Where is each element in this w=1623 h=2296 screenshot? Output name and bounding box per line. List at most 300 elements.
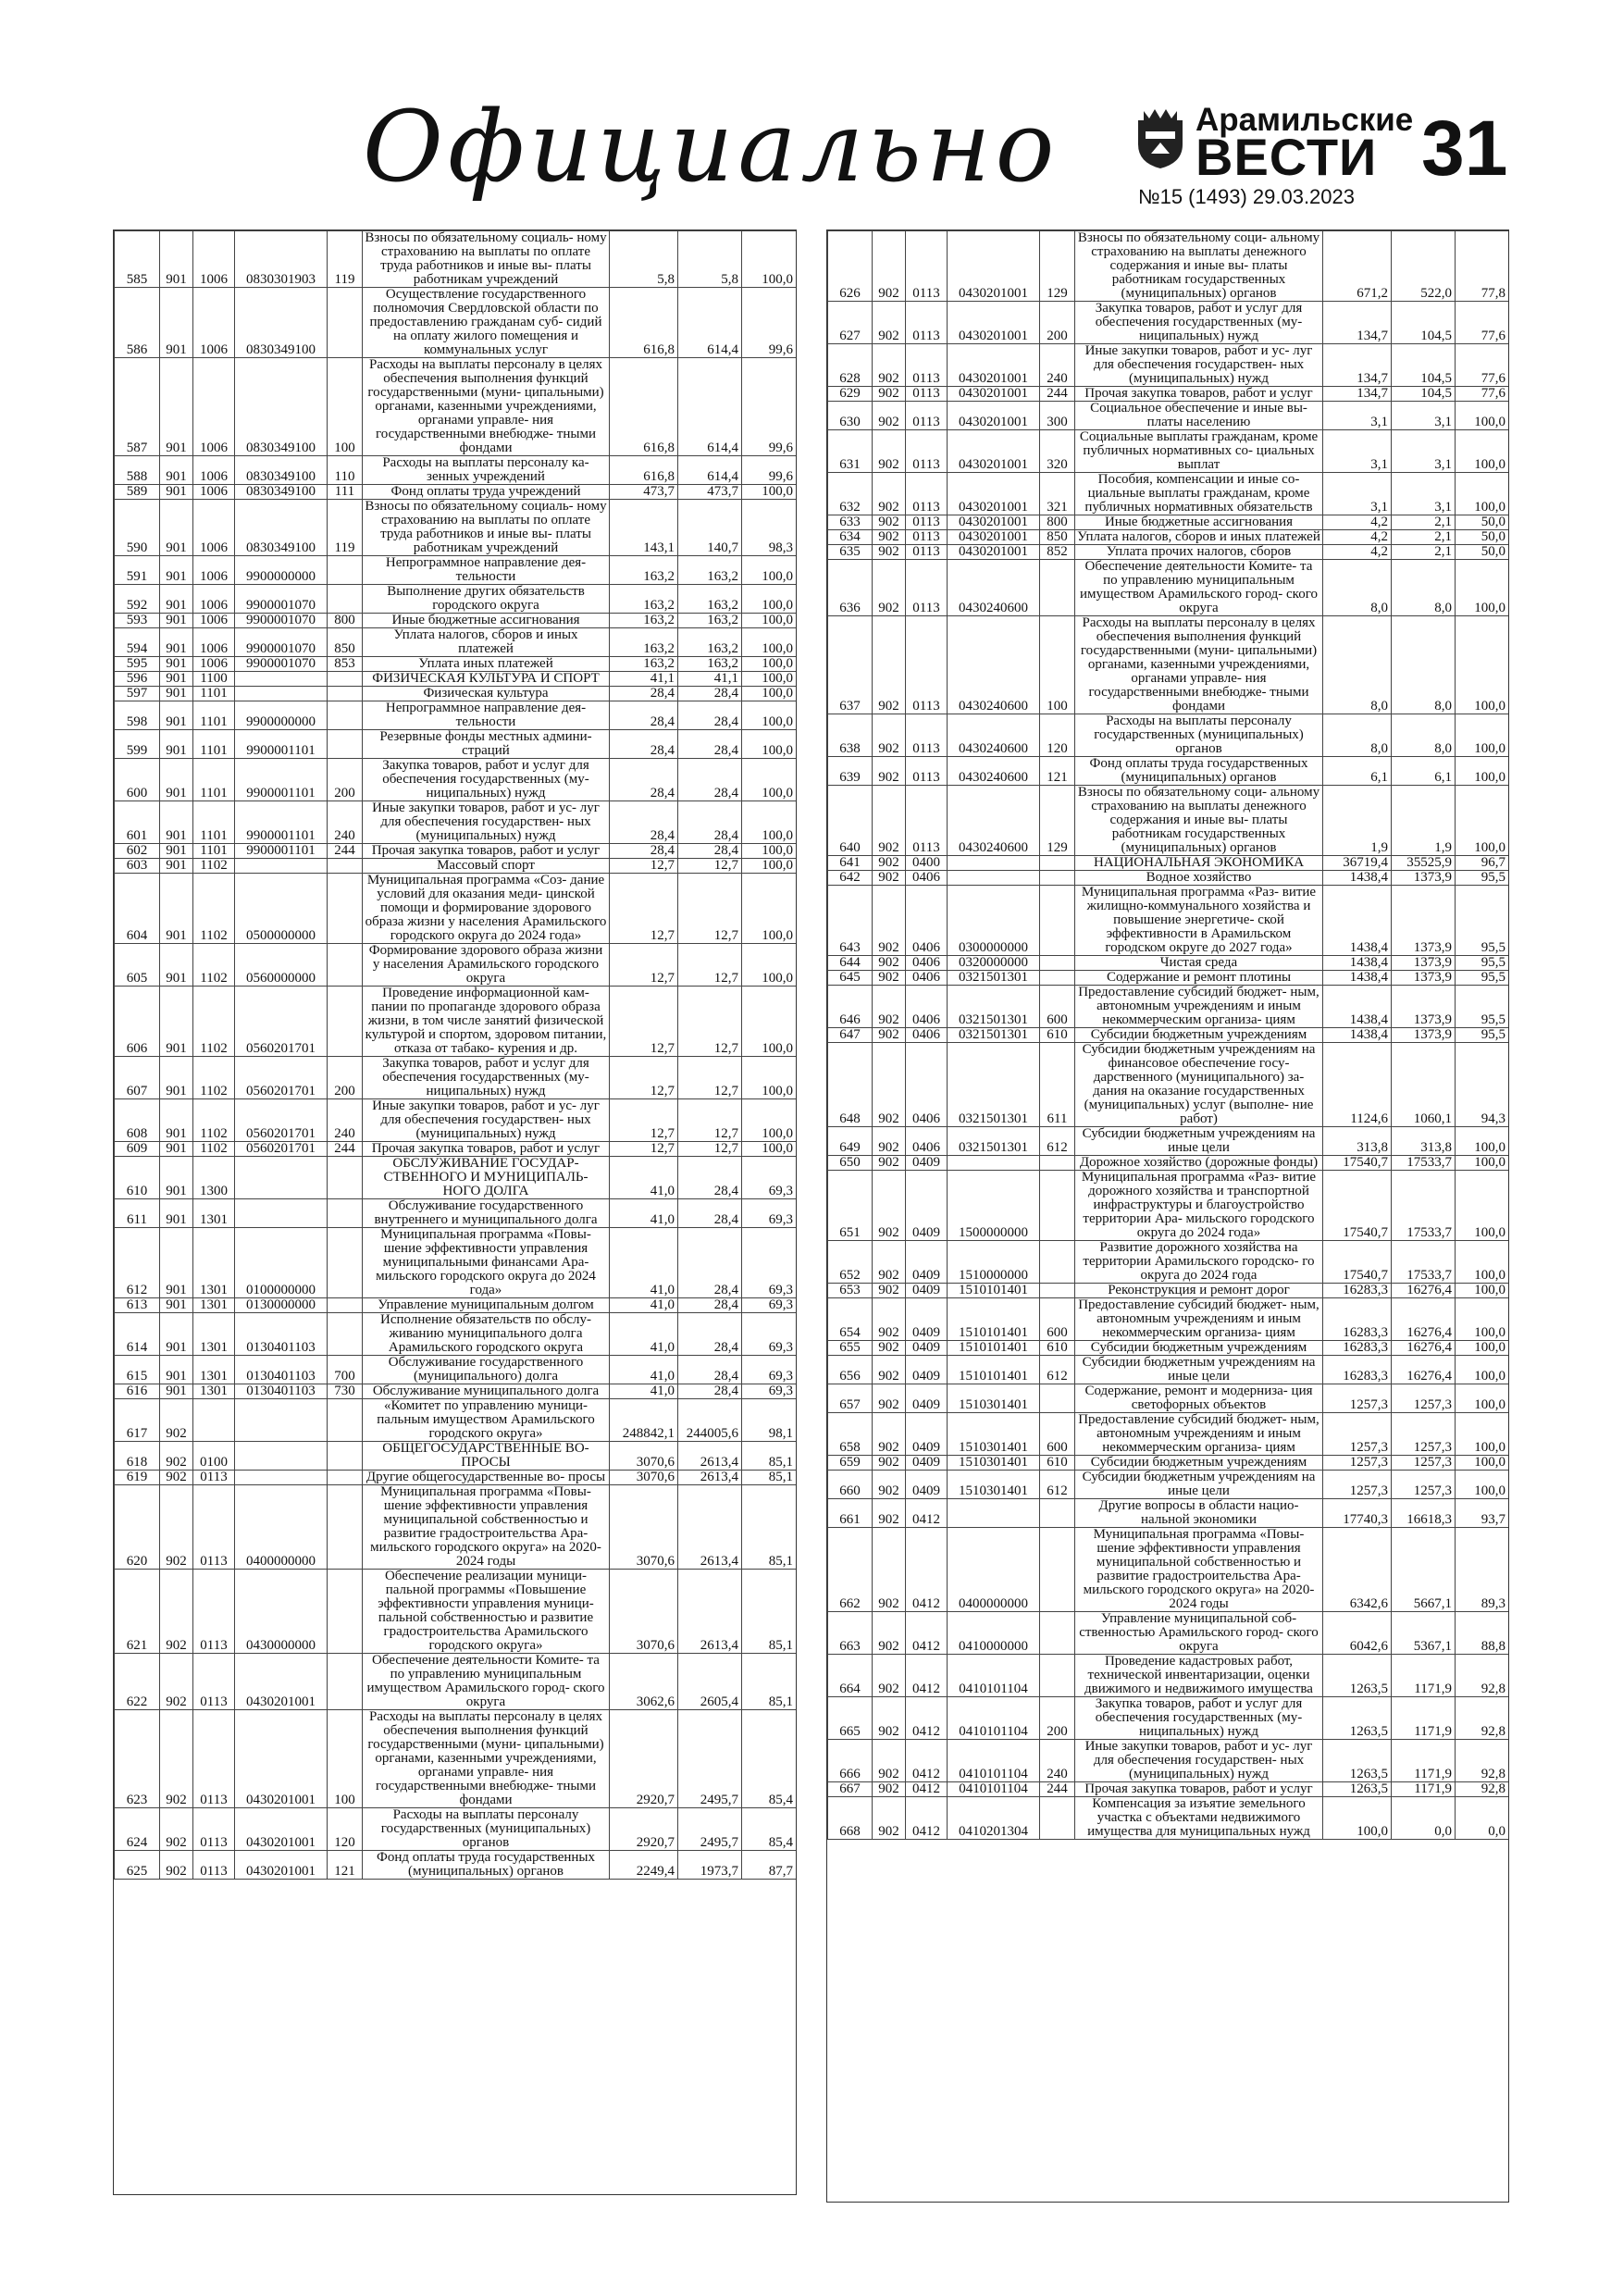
admin-code: 902 <box>873 1156 906 1171</box>
target-code: 0130401103 <box>235 1356 328 1384</box>
admin-code: 902 <box>873 1284 906 1298</box>
percent-executed: 99,6 <box>742 456 797 485</box>
admin-code: 902 <box>160 1808 193 1851</box>
executed-amount: 12,7 <box>678 1057 742 1099</box>
target-code <box>235 672 328 687</box>
section-code: 0113 <box>193 1654 235 1710</box>
section-code: 0409 <box>906 1156 948 1171</box>
table-row <box>115 556 797 585</box>
percent-executed: 100,0 <box>1456 430 1509 473</box>
table-row <box>828 515 1509 530</box>
admin-code: 901 <box>160 1356 193 1384</box>
target-code <box>235 687 328 701</box>
expense-type <box>1040 886 1075 956</box>
expense-type: 200 <box>1040 1697 1075 1740</box>
section-code: 0406 <box>906 1028 948 1043</box>
expense-type: 120 <box>1040 714 1075 757</box>
target-code: 9900000000 <box>235 556 328 585</box>
section-code: 0113 <box>906 757 948 786</box>
admin-code: 902 <box>873 786 906 856</box>
percent-executed: 98,3 <box>742 500 797 556</box>
percent-executed: 100,0 <box>742 672 797 687</box>
percent-executed: 85,4 <box>742 1710 797 1808</box>
expense-type <box>328 1485 363 1570</box>
admin-code: 902 <box>873 1697 906 1740</box>
percent-executed: 92,8 <box>1456 1697 1509 1740</box>
section-code: 1006 <box>193 358 235 456</box>
item-name: Расходы на выплаты персоналу государственных (муниципальных) органов <box>1075 714 1323 757</box>
item-name: Взносы по обязательному социаль- ному страхованию на выплаты по оплате труда работников и иные вы- платы работникам учреждений <box>363 231 610 288</box>
expense-type <box>328 672 363 687</box>
row-number: 642 <box>828 871 873 886</box>
row-number: 662 <box>828 1528 873 1612</box>
page-number: 31 <box>1421 105 1508 192</box>
executed-amount: 0,0 <box>1392 1797 1456 1840</box>
percent-executed: 85,1 <box>742 1471 797 1485</box>
admin-code: 901 <box>160 672 193 687</box>
target-code: 1500000000 <box>948 1171 1040 1241</box>
item-name: Муниципальная программа «Раз- витие жилищно-коммунального хозяйства и повышение энергетиче- ской эффективности в Арамильском городском округе до 2027 года» <box>1075 886 1323 956</box>
expense-type: 600 <box>1040 986 1075 1028</box>
row-number: 656 <box>828 1356 873 1384</box>
admin-code: 901 <box>160 874 193 944</box>
planned-amount: 41,0 <box>610 1298 678 1313</box>
item-name: Управление муниципальным долгом <box>363 1298 610 1313</box>
expense-type: 321 <box>1040 473 1075 515</box>
admin-code: 902 <box>873 430 906 473</box>
expense-type: 121 <box>1040 757 1075 786</box>
item-name: Субсидии бюджетным учреждениям на иные цели <box>1075 1127 1323 1156</box>
section-code: 0412 <box>906 1782 948 1797</box>
table-row <box>115 859 797 874</box>
percent-executed: 100,0 <box>742 687 797 701</box>
row-number: 640 <box>828 786 873 856</box>
executed-amount: 5,8 <box>678 231 742 288</box>
executed-amount: 17533,7 <box>1392 1241 1456 1284</box>
target-code <box>235 859 328 874</box>
planned-amount: 28,4 <box>610 844 678 859</box>
planned-amount: 41,1 <box>610 672 678 687</box>
row-number: 637 <box>828 616 873 714</box>
expense-type <box>1040 856 1075 871</box>
target-code <box>235 1199 328 1228</box>
admin-code: 902 <box>873 886 906 956</box>
planned-amount: 100,0 <box>1323 1797 1392 1840</box>
planned-amount: 4,2 <box>1323 545 1392 560</box>
executed-amount: 614,4 <box>678 456 742 485</box>
percent-executed: 95,5 <box>1456 1028 1509 1043</box>
expense-type: 240 <box>328 801 363 844</box>
planned-amount: 163,2 <box>610 556 678 585</box>
target-code: 9900000000 <box>235 701 328 730</box>
executed-amount: 104,5 <box>1392 302 1456 344</box>
item-name: Расходы на выплаты персоналу государственных (муниципальных) органов <box>363 1808 610 1851</box>
executed-amount: 17533,7 <box>1392 1156 1456 1171</box>
section-code: 0412 <box>906 1697 948 1740</box>
target-code: 0430201001 <box>948 387 1040 402</box>
expense-type: 244 <box>328 844 363 859</box>
executed-amount: 313,8 <box>1392 1127 1456 1156</box>
expense-type <box>328 1298 363 1313</box>
table-row <box>828 1456 1509 1471</box>
admin-code: 901 <box>160 801 193 844</box>
row-number: 646 <box>828 986 873 1028</box>
percent-executed: 100,0 <box>1456 1413 1509 1456</box>
coat-of-arms-icon <box>1134 107 1186 170</box>
section-code: 0113 <box>906 714 948 757</box>
item-name: Резервные фонды местных админи- страций <box>363 730 610 759</box>
executed-amount: 12,7 <box>678 1099 742 1142</box>
target-code: 1510000000 <box>948 1241 1040 1284</box>
percent-executed: 100,0 <box>1456 1284 1509 1298</box>
expense-type <box>328 1570 363 1654</box>
percent-executed: 69,3 <box>742 1157 797 1199</box>
table-row <box>828 1655 1509 1697</box>
target-code: 0830349100 <box>235 456 328 485</box>
executed-amount: 28,4 <box>678 1199 742 1228</box>
section-code: 0406 <box>906 1127 948 1156</box>
expense-type <box>328 1471 363 1485</box>
planned-amount: 17540,7 <box>1323 1171 1392 1241</box>
table-row <box>115 1057 797 1099</box>
target-code <box>235 1471 328 1485</box>
item-name: Муниципальная программа «Раз- витие дорожного хозяйства и транспортной инфраструктуры и благоустройство территории Ара- мильского городского округа до 2024 года» <box>1075 1171 1323 1241</box>
percent-executed: 93,7 <box>1456 1499 1509 1528</box>
executed-amount: 28,4 <box>678 844 742 859</box>
target-code: 0430240600 <box>948 714 1040 757</box>
admin-code: 902 <box>160 1442 193 1471</box>
table-row <box>828 757 1509 786</box>
section-code: 1102 <box>193 1099 235 1142</box>
table-row <box>115 628 797 657</box>
item-name: Закупка товаров, работ и услуг для обеспечения государственных (му- ниципальных) нужд <box>363 1057 610 1099</box>
percent-executed: 92,8 <box>1456 1740 1509 1782</box>
percent-executed: 88,8 <box>1456 1612 1509 1655</box>
section-code: 0113 <box>906 344 948 387</box>
table-row <box>115 1099 797 1142</box>
row-number: 614 <box>115 1313 160 1356</box>
item-name: Иные закупки товаров, работ и ус- луг для обеспечения государствен- ных (муниципальных) нужд <box>363 1099 610 1142</box>
item-name: Прочая закупка товаров, работ и услуг <box>1075 1782 1323 1797</box>
row-number: 599 <box>115 730 160 759</box>
percent-executed: 85,1 <box>742 1442 797 1471</box>
section-code: 1101 <box>193 687 235 701</box>
executed-amount: 16276,4 <box>1392 1298 1456 1341</box>
item-name: Выполнение других обязательств городского округа <box>363 585 610 614</box>
executed-amount: 5367,1 <box>1392 1612 1456 1655</box>
table-row <box>115 485 797 500</box>
row-number: 601 <box>115 801 160 844</box>
admin-code: 902 <box>873 402 906 430</box>
planned-amount: 17740,3 <box>1323 1499 1392 1528</box>
expense-type: 320 <box>1040 430 1075 473</box>
planned-amount: 6342,6 <box>1323 1528 1392 1612</box>
percent-executed: 100,0 <box>1456 616 1509 714</box>
planned-amount: 4,2 <box>1323 515 1392 530</box>
planned-amount: 3070,6 <box>610 1570 678 1654</box>
planned-amount: 8,0 <box>1323 616 1392 714</box>
section-code: 0412 <box>906 1655 948 1697</box>
table-row <box>828 402 1509 430</box>
percent-executed: 99,6 <box>742 358 797 456</box>
item-name: Уплата налогов, сборов и иных платежей <box>363 628 610 657</box>
expense-type: 612 <box>1040 1127 1075 1156</box>
expense-type <box>1040 956 1075 971</box>
row-number: 632 <box>828 473 873 515</box>
admin-code: 901 <box>160 585 193 614</box>
planned-amount: 28,4 <box>610 701 678 730</box>
expense-type <box>1040 971 1075 986</box>
table-row <box>828 1697 1509 1740</box>
admin-code: 902 <box>160 1399 193 1442</box>
percent-executed: 100,0 <box>1456 1171 1509 1241</box>
row-number: 617 <box>115 1399 160 1442</box>
row-number: 630 <box>828 402 873 430</box>
expense-type: 600 <box>1040 1413 1075 1456</box>
planned-amount: 163,2 <box>610 614 678 628</box>
admin-code: 901 <box>160 859 193 874</box>
target-code: 0560201701 <box>235 987 328 1057</box>
item-name: Предоставление субсидий бюджет- ным, автономным учреждениям и иным некоммерческим организа- циям <box>1075 1413 1323 1456</box>
item-name: Исполнение обязательств по обслу- живанию муниципального долга Арамильского городского округа <box>363 1313 610 1356</box>
row-number: 626 <box>828 231 873 302</box>
percent-executed: 69,3 <box>742 1298 797 1313</box>
percent-executed: 69,3 <box>742 1228 797 1298</box>
planned-amount: 3,1 <box>1323 473 1392 515</box>
table-row <box>828 560 1509 616</box>
target-code <box>948 1499 1040 1528</box>
planned-amount: 1438,4 <box>1323 886 1392 956</box>
planned-amount: 1263,5 <box>1323 1740 1392 1782</box>
target-code: 0830349100 <box>235 358 328 456</box>
executed-amount: 2613,4 <box>678 1442 742 1471</box>
table-row <box>115 231 797 288</box>
percent-executed: 0,0 <box>1456 1797 1509 1840</box>
executed-amount: 2495,7 <box>678 1808 742 1851</box>
section-code: 1006 <box>193 231 235 288</box>
row-number: 666 <box>828 1740 873 1782</box>
executed-amount: 28,4 <box>678 1228 742 1298</box>
section-code: 0113 <box>906 560 948 616</box>
expense-type: 121 <box>328 1851 363 1880</box>
brand-name-small: Арамильские <box>1196 102 1414 138</box>
admin-code: 902 <box>160 1471 193 1485</box>
executed-amount: 12,7 <box>678 1142 742 1157</box>
admin-code: 902 <box>873 971 906 986</box>
admin-code: 902 <box>873 1341 906 1356</box>
target-code: 1510301401 <box>948 1456 1040 1471</box>
row-number: 598 <box>115 701 160 730</box>
executed-amount: 2613,4 <box>678 1570 742 1654</box>
planned-amount: 163,2 <box>610 628 678 657</box>
admin-code: 902 <box>160 1710 193 1808</box>
target-code <box>235 1442 328 1471</box>
planned-amount: 2249,4 <box>610 1851 678 1880</box>
executed-amount: 2613,4 <box>678 1471 742 1485</box>
planned-amount: 12,7 <box>610 859 678 874</box>
expense-type <box>1040 1797 1075 1840</box>
target-code: 0130000000 <box>235 1298 328 1313</box>
item-name: Муниципальная программа «Повы- шение эффективности управления муниципальной собственностью и развитие градостроительства Ара- мильского городского округа» на 2020-2024 годы <box>1075 1528 1323 1612</box>
percent-executed: 85,4 <box>742 1808 797 1851</box>
row-number: 623 <box>115 1710 160 1808</box>
executed-amount: 104,5 <box>1392 387 1456 402</box>
percent-executed: 92,8 <box>1456 1655 1509 1697</box>
admin-code: 902 <box>160 1654 193 1710</box>
table-row <box>115 1710 797 1808</box>
row-number: 595 <box>115 657 160 672</box>
expense-type: 611 <box>1040 1043 1075 1127</box>
admin-code: 902 <box>873 1384 906 1413</box>
section-code: 0409 <box>906 1356 948 1384</box>
table-row <box>828 886 1509 956</box>
item-name: Чистая среда <box>1075 956 1323 971</box>
item-name: Уплата прочих налогов, сборов <box>1075 545 1323 560</box>
section-code: 0113 <box>193 1851 235 1880</box>
planned-amount: 8,0 <box>1323 560 1392 616</box>
executed-amount: 16618,3 <box>1392 1499 1456 1528</box>
section-code: 1006 <box>193 288 235 358</box>
admin-code: 902 <box>873 344 906 387</box>
planned-amount: 41,0 <box>610 1199 678 1228</box>
table-row <box>115 987 797 1057</box>
section-code: 1102 <box>193 1142 235 1157</box>
item-name: Субсидии бюджетным учреждениям <box>1075 1028 1323 1043</box>
section-code: 0113 <box>193 1808 235 1851</box>
section-code: 0113 <box>906 515 948 530</box>
admin-code: 901 <box>160 1298 193 1313</box>
planned-amount: 2920,7 <box>610 1710 678 1808</box>
planned-amount: 3070,6 <box>610 1471 678 1485</box>
admin-code: 902 <box>873 616 906 714</box>
row-number: 618 <box>115 1442 160 1471</box>
row-number: 667 <box>828 1782 873 1797</box>
expense-type <box>1040 1655 1075 1697</box>
table-row <box>115 1471 797 1485</box>
target-code: 0300000000 <box>948 886 1040 956</box>
row-number: 636 <box>828 560 873 616</box>
table-row <box>115 1157 797 1199</box>
executed-amount: 28,4 <box>678 730 742 759</box>
admin-code: 901 <box>160 944 193 987</box>
item-name: Управление муниципальной соб- ственностью Арамильского город- ского округа <box>1075 1612 1323 1655</box>
section-code: 0406 <box>906 956 948 971</box>
planned-amount: 3,1 <box>1323 430 1392 473</box>
section-code: 0409 <box>906 1384 948 1413</box>
target-code: 0830349100 <box>235 485 328 500</box>
item-name: Содержание, ремонт и модерниза- ция светофорных объектов <box>1075 1384 1323 1413</box>
item-name: Пособия, компенсации и иные со- циальные выплаты гражданам, кроме публичных нормативных обязательств <box>1075 473 1323 515</box>
executed-amount: 28,4 <box>678 1313 742 1356</box>
row-number: 624 <box>115 1808 160 1851</box>
expense-type: 240 <box>1040 344 1075 387</box>
item-name: Иные бюджетные ассигнования <box>1075 515 1323 530</box>
row-number: 660 <box>828 1471 873 1499</box>
percent-executed: 100,0 <box>1456 786 1509 856</box>
table-row <box>828 1043 1509 1127</box>
percent-executed: 100,0 <box>1456 1127 1509 1156</box>
item-name: Расходы на выплаты персоналу в целях обеспечения выполнения функций государственными (муни- ципальными) органами, казенными учреждениями, органами управле- ния государственными внебюдже- тными фондами <box>363 1710 610 1808</box>
admin-code: 902 <box>873 302 906 344</box>
planned-amount: 28,4 <box>610 730 678 759</box>
section-code: 0409 <box>906 1241 948 1284</box>
admin-code: 902 <box>873 1655 906 1697</box>
expense-type: 110 <box>328 456 363 485</box>
item-name: Обслуживание государственного (муниципального) долга <box>363 1356 610 1384</box>
percent-executed: 69,3 <box>742 1313 797 1356</box>
executed-amount: 1973,7 <box>678 1851 742 1880</box>
row-number: 585 <box>115 231 160 288</box>
item-name: Непрограммное направление дея- тельности <box>363 701 610 730</box>
executed-amount: 12,7 <box>678 987 742 1057</box>
percent-executed: 77,6 <box>1456 387 1509 402</box>
table-row <box>115 1313 797 1356</box>
section-code: 1102 <box>193 859 235 874</box>
item-name: Реконструкция и ремонт дорог <box>1075 1284 1323 1298</box>
section-code: 0113 <box>193 1710 235 1808</box>
section-code: 0409 <box>906 1471 948 1499</box>
planned-amount: 473,7 <box>610 485 678 500</box>
section-code: 1301 <box>193 1199 235 1228</box>
percent-executed: 100,0 <box>742 614 797 628</box>
target-code: 0410101104 <box>948 1782 1040 1797</box>
executed-amount: 1373,9 <box>1392 886 1456 956</box>
section-code: 0113 <box>906 430 948 473</box>
executed-amount: 244005,6 <box>678 1399 742 1442</box>
right-table-body <box>828 231 1509 1840</box>
row-number: 602 <box>115 844 160 859</box>
section-code: 0406 <box>906 871 948 886</box>
planned-amount: 1263,5 <box>1323 1655 1392 1697</box>
target-code: 0430240600 <box>948 616 1040 714</box>
admin-code: 902 <box>873 560 906 616</box>
target-code: 9900001101 <box>235 844 328 859</box>
table-row <box>115 1142 797 1157</box>
admin-code: 901 <box>160 987 193 1057</box>
table-row <box>115 358 797 456</box>
row-number: 619 <box>115 1471 160 1485</box>
planned-amount: 134,7 <box>1323 387 1392 402</box>
executed-amount: 3,1 <box>1392 473 1456 515</box>
table-row <box>115 1570 797 1654</box>
target-code: 0321501301 <box>948 1127 1040 1156</box>
percent-executed: 100,0 <box>742 1142 797 1157</box>
executed-amount: 2613,4 <box>678 1485 742 1570</box>
item-name: Иные закупки товаров, работ и ус- луг для обеспечения государствен- ных (муниципальных) нужд <box>363 801 610 844</box>
expense-type <box>328 987 363 1057</box>
item-name: Обеспечение деятельности Комите- та по управлению муниципальным имуществом Арамильского город- ского округа <box>363 1654 610 1710</box>
executed-amount: 104,5 <box>1392 344 1456 387</box>
target-code: 9900001070 <box>235 628 328 657</box>
target-code: 0430201001 <box>948 231 1040 302</box>
percent-executed: 95,5 <box>1456 886 1509 956</box>
table-row <box>828 1284 1509 1298</box>
admin-code: 901 <box>160 687 193 701</box>
admin-code: 902 <box>160 1851 193 1880</box>
target-code: 0321501301 <box>948 971 1040 986</box>
percent-executed: 100,0 <box>742 657 797 672</box>
percent-executed: 100,0 <box>1456 473 1509 515</box>
target-code: 0560000000 <box>235 944 328 987</box>
item-name: Расходы на выплаты персоналу в целях обеспечения выполнения функций государственными (муни- ципальными) органами, казенными учреждениями, органами управле- ния государственными внебюдже- тными фондами <box>363 358 610 456</box>
planned-amount: 16283,3 <box>1323 1298 1392 1341</box>
percent-executed: 69,3 <box>742 1199 797 1228</box>
table-row <box>828 616 1509 714</box>
planned-amount: 41,0 <box>610 1313 678 1356</box>
row-number: 633 <box>828 515 873 530</box>
percent-executed: 100,0 <box>1456 1341 1509 1356</box>
percent-executed: 100,0 <box>742 759 797 801</box>
